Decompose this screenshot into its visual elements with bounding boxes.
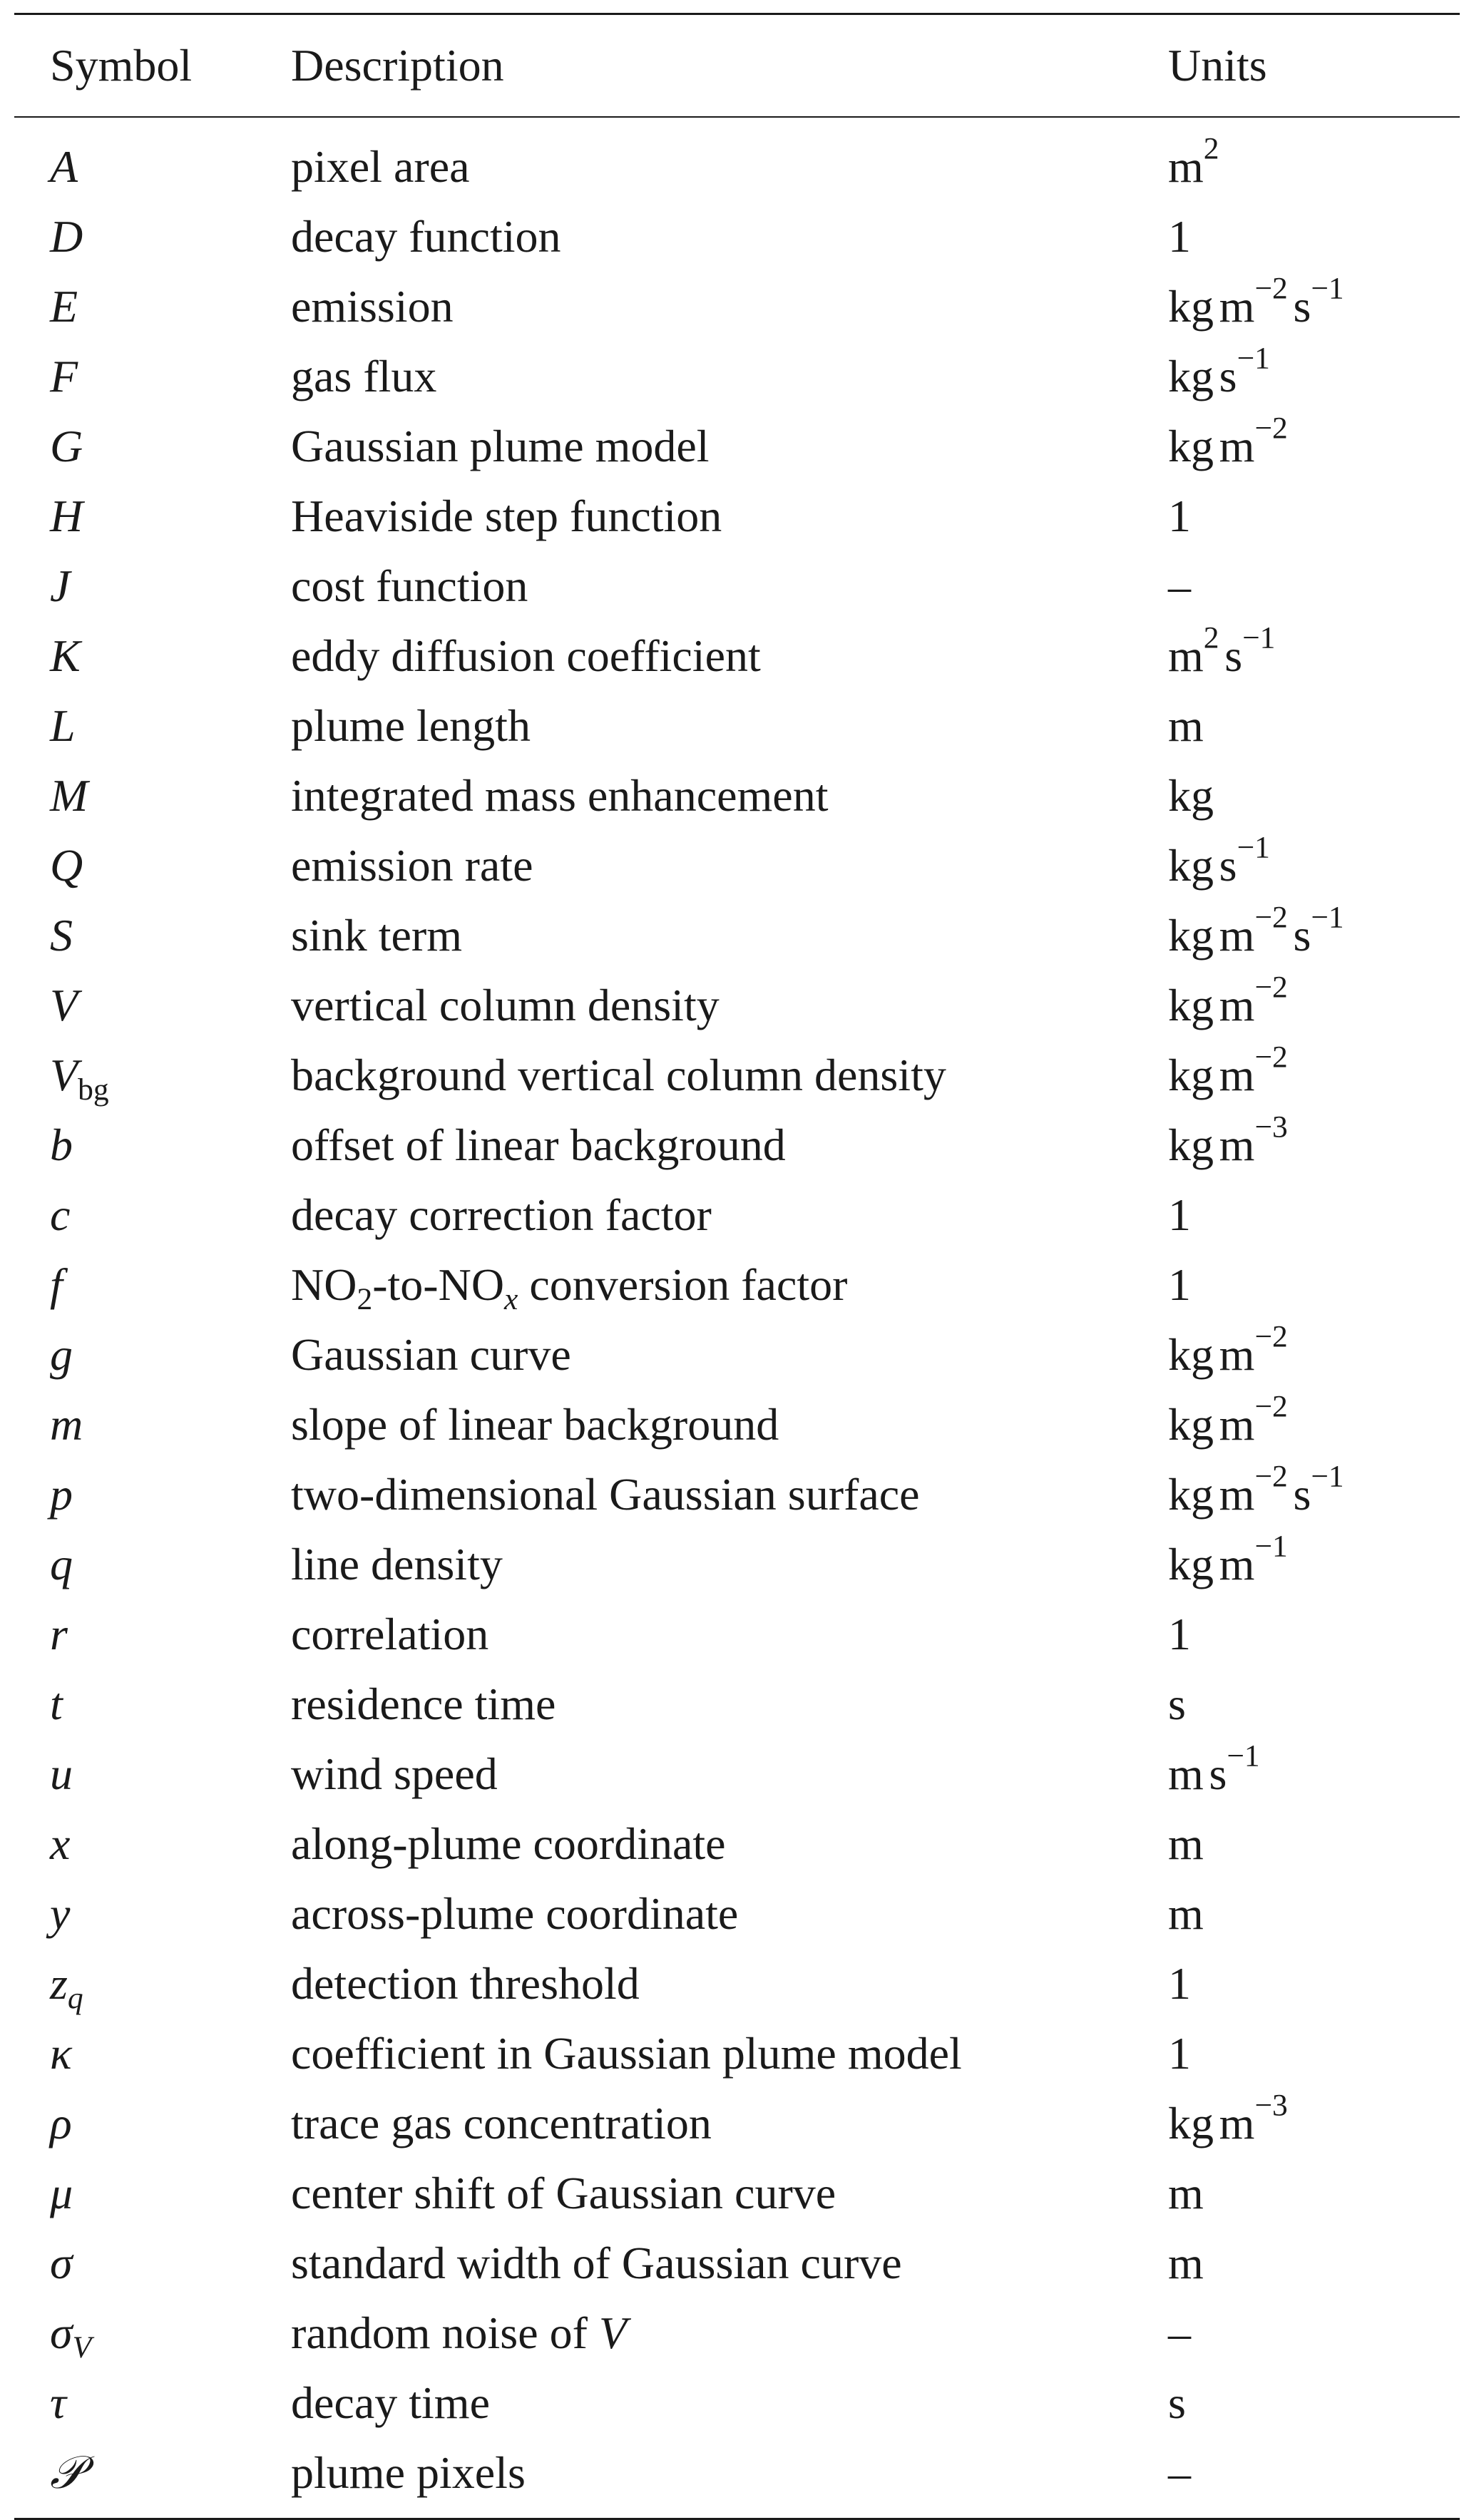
description-cell: decay time — [291, 2377, 490, 2428]
symbol-cell: ρ — [50, 2098, 72, 2148]
symbol-cell: J — [50, 560, 71, 611]
symbol-cell: L — [50, 700, 76, 751]
description-cell: wind speed — [291, 1748, 498, 1799]
description-cell: residence time — [291, 1679, 556, 1729]
symbol-cell: G — [50, 421, 83, 471]
description-cell: standard width of Gaussian curve — [291, 2238, 902, 2288]
units-cell: kg $s^{-1}$ — [1168, 341, 1270, 401]
table-row — [14, 970, 1460, 1040]
table-row — [14, 2438, 1460, 2508]
units-cell: kg — [1168, 770, 1214, 821]
description-cell: Gaussian plume model — [291, 421, 710, 471]
symbols-table — [14, 13, 1460, 2520]
description-cell: line density — [291, 1539, 503, 1589]
symbol-cell: u — [50, 1748, 73, 1799]
units-cell: m — [1168, 2238, 1204, 2288]
table-row — [14, 342, 1460, 411]
symbol-cell: t — [50, 1679, 63, 1729]
table-row — [14, 691, 1460, 761]
description-cell: background vertical column density — [291, 1050, 946, 1100]
symbol-cell: g — [50, 1329, 73, 1380]
description-cell: Heaviside step function — [291, 491, 722, 541]
description-cell: along-plume coordinate — [291, 1818, 726, 1869]
table-row — [14, 2228, 1460, 2298]
table-row — [14, 761, 1460, 831]
symbol-cell: p — [50, 1469, 73, 1520]
units-cell: m — [1168, 1888, 1204, 1939]
table-row — [14, 2019, 1460, 2089]
symbol-cell: y — [50, 1888, 71, 1939]
description-cell: Gaussian curve — [291, 1329, 571, 1380]
units-cell: 1 — [1168, 491, 1191, 541]
header-symbol: Symbol — [50, 40, 193, 91]
symbol-cell: Q — [50, 840, 83, 891]
units-cell: kg $m^{-1}$ — [1168, 1529, 1288, 1589]
description-cell: emission — [291, 281, 454, 332]
description-cell: gas flux — [291, 351, 437, 401]
table-row — [14, 1460, 1460, 1530]
table-row — [14, 132, 1460, 202]
symbol-cell: c — [50, 1189, 71, 1240]
table-row — [14, 2298, 1460, 2368]
description-cell: pixel area — [291, 141, 470, 192]
description-cell: trace gas concentration — [291, 2098, 712, 2148]
symbol-cell: M — [50, 770, 88, 821]
symbol-cell: H — [50, 491, 83, 541]
units-cell: – — [1168, 2308, 1191, 2358]
table-row — [14, 1320, 1460, 1390]
description-cell: coefficient in Gaussian plume model — [291, 2028, 962, 2079]
description-cell: offset of linear background — [291, 1120, 786, 1170]
table-row — [14, 202, 1460, 272]
description-cell: emission rate — [291, 840, 533, 891]
units-cell: m — [1168, 1818, 1204, 1869]
symbol-cell: r — [50, 1609, 68, 1659]
symbol-cell: A — [50, 141, 78, 192]
symbol-cell: σ — [50, 2238, 73, 2288]
description-cell: across-plume coordinate — [291, 1888, 739, 1939]
table-row — [14, 1110, 1460, 1180]
units-cell: kg $s^{-1}$ — [1168, 830, 1270, 891]
description-cell: two-dimensional Gaussian surface — [291, 1469, 920, 1520]
table-row — [14, 411, 1460, 481]
description-cell: random noise of V — [291, 2308, 627, 2358]
table-row — [14, 1530, 1460, 1599]
units-cell: kg $m^{-2}$ $s^{-1}$ — [1168, 900, 1344, 961]
symbol-cell: x — [50, 1818, 71, 1869]
units-cell: 1 — [1168, 1958, 1191, 2009]
symbol-cell: $V_{bg}$ — [50, 1050, 109, 1107]
symbol-cell: $z_q$ — [50, 1958, 83, 2016]
description-cell: decay correction factor — [291, 1189, 712, 1240]
table-row — [14, 621, 1460, 691]
units-cell: s — [1168, 2377, 1186, 2428]
table-row — [14, 481, 1460, 551]
units-cell: kg $m^{-2}$ $s^{-1}$ — [1168, 1459, 1344, 1520]
description-cell: slope of linear background — [291, 1399, 779, 1450]
symbol-cell: F — [50, 351, 78, 401]
symbol-cell: D — [50, 211, 83, 262]
table-row — [14, 831, 1460, 901]
symbol-cell: q — [50, 1539, 73, 1589]
table-row — [14, 2089, 1460, 2158]
table-row — [14, 1739, 1460, 1809]
units-cell: $m^2$ $s^{-1}$ — [1168, 620, 1276, 681]
symbol-cell: E — [50, 281, 78, 332]
table-row — [14, 1669, 1460, 1739]
units-cell: kg $m^{-2}$ $s^{-1}$ — [1168, 271, 1344, 332]
table-row — [14, 1040, 1460, 1110]
description-cell: center shift of Gaussian curve — [291, 2168, 836, 2218]
symbol-cell: b — [50, 1120, 73, 1170]
table-row — [14, 1250, 1460, 1320]
symbol-cell: K — [50, 630, 81, 681]
description-cell: sink term — [291, 910, 462, 961]
table-header — [14, 15, 1460, 116]
units-cell: 1 — [1168, 1259, 1191, 1310]
units-cell: 1 — [1168, 1189, 1191, 1240]
description-cell: detection threshold — [291, 1958, 640, 2009]
symbol-cell: τ — [50, 2377, 66, 2428]
units-cell: s — [1168, 1679, 1186, 1729]
units-cell: kg $m^{-3}$ — [1168, 2088, 1288, 2148]
description-cell: correlation — [291, 1609, 489, 1659]
header-units: Units — [1168, 40, 1267, 91]
symbol-cell: 𝒫 — [50, 2447, 83, 2498]
description-cell: integrated mass enhancement — [291, 770, 829, 821]
units-cell: kg $m^{-2}$ — [1168, 1319, 1288, 1380]
units-cell: kg $m^{-3}$ — [1168, 1110, 1288, 1170]
symbol-cell: μ — [50, 2168, 73, 2218]
header-description: Description — [291, 40, 504, 91]
table-row — [14, 901, 1460, 970]
description-cell: $NO_2-to-NO_x$ conversion factor — [291, 1259, 848, 1317]
units-cell: kg $m^{-2}$ — [1168, 1040, 1288, 1100]
table-body — [14, 118, 1460, 2508]
table-row — [14, 1879, 1460, 1949]
description-cell: cost function — [291, 560, 528, 611]
description-cell: plume length — [291, 700, 531, 751]
units-cell: kg $m^{-2}$ — [1168, 1389, 1288, 1450]
units-cell: m $s^{-1}$ — [1168, 1738, 1260, 1799]
description-cell: plume pixels — [291, 2447, 526, 2498]
units-cell: kg $m^{-2}$ — [1168, 970, 1288, 1030]
symbol-cell: m — [50, 1399, 83, 1450]
table-row — [14, 1809, 1460, 1879]
table-row — [14, 272, 1460, 342]
table-row — [14, 1599, 1460, 1669]
symbol-cell: S — [50, 910, 73, 961]
table-row — [14, 1390, 1460, 1460]
units-cell: – — [1168, 2447, 1191, 2498]
units-cell: 1 — [1168, 1609, 1191, 1659]
table-row — [14, 551, 1460, 621]
table-row — [14, 1180, 1460, 1250]
units-cell: 1 — [1168, 211, 1191, 262]
symbol-cell: f — [50, 1259, 63, 1310]
description-cell: eddy diffusion coefficient — [291, 630, 761, 681]
description-cell: vertical column density — [291, 980, 720, 1030]
units-cell: m — [1168, 700, 1204, 751]
units-cell: 1 — [1168, 2028, 1191, 2079]
description-cell: decay function — [291, 211, 561, 262]
symbol-cell: κ — [50, 2028, 72, 2079]
table-row — [14, 2368, 1460, 2438]
symbol-cell: V — [50, 980, 78, 1030]
units-cell: m — [1168, 2168, 1204, 2218]
units-cell: kg $m^{-2}$ — [1168, 411, 1288, 471]
units-cell: – — [1168, 560, 1191, 611]
table-row — [14, 1949, 1460, 2019]
units-cell: $m^2$ — [1168, 131, 1219, 192]
symbol-cell: $\sigma_V$ — [50, 2308, 92, 2365]
table-row — [14, 2158, 1460, 2228]
